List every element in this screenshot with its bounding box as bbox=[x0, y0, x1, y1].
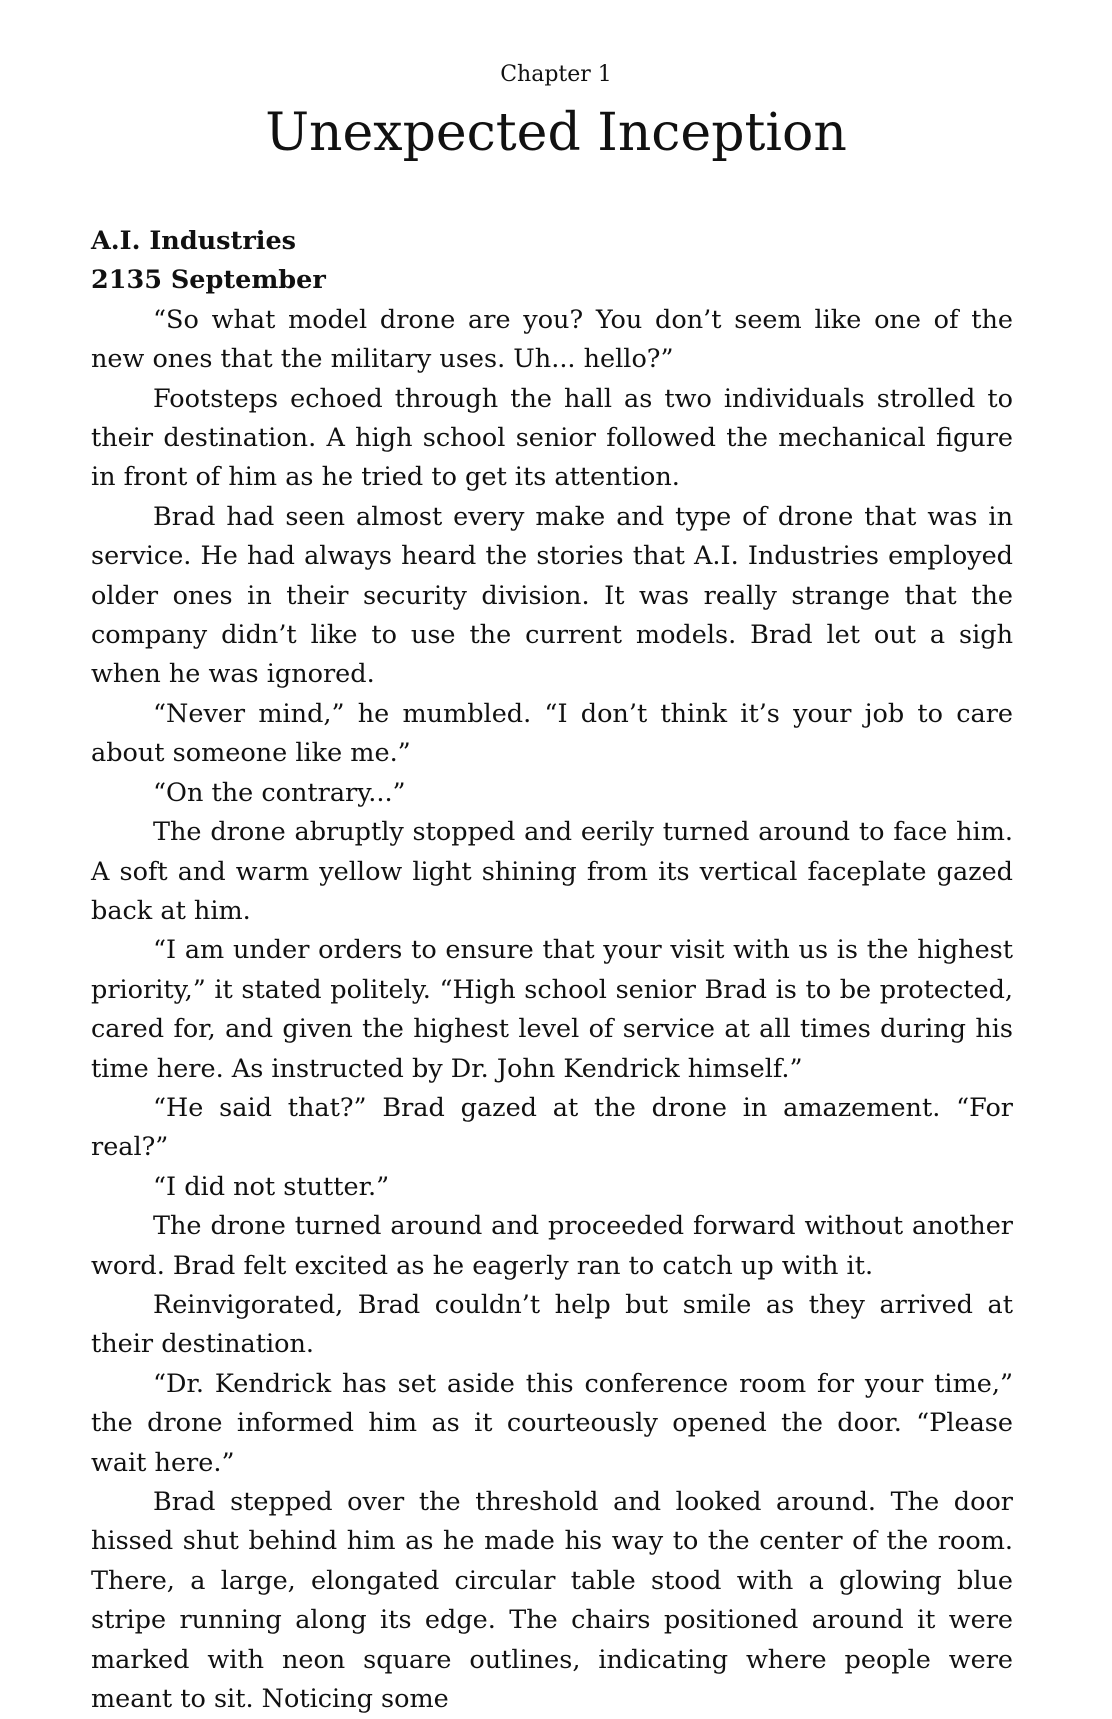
paragraph: “I did not stutter.” bbox=[153, 1171, 390, 1202]
paragraph: Footsteps echoed through the hall as two individuals strolled to their destination. A high school senior followed the mechanical figure in front of him as he tried to get its attention. bbox=[91, 383, 1013, 493]
scene-location: A.I. Industries bbox=[91, 226, 297, 256]
paragraph: “He said that?” Brad gazed at the drone in amazement. “For real?” bbox=[91, 1092, 1013, 1163]
paragraph: The drone turned around and proceeded forward without another word. Brad felt excited as he eagerly ran to catch up with it. bbox=[91, 1211, 1013, 1281]
paragraph: Reinvigorated, Brad couldn’t help but smile as they arrived at their destination. bbox=[91, 1289, 1013, 1360]
chapter-title: Unexpected Inception bbox=[265, 103, 847, 163]
paragraph: Brad stepped over the threshold and looked around. The door hissed shut behind him as he made his way to the center of the room. There, a large, elongated circular table stood with a glowing blue stripe running along its edge. The chairs positioned around it were marked with neon square outlines, indicating where people were meant to sit. Noticing some bbox=[91, 1487, 1013, 1715]
paragraph: “Never mind,” he mumbled. “I don’t think it’s your job to care about someone like me.” bbox=[91, 698, 1013, 769]
chapter-number: Chapter 1 bbox=[500, 62, 612, 87]
paragraph: Brad had seen almost every make and type of drone that was in service. He had always heard the stories that A.I. Industries employed older ones in their security division. It was really strange that the company didn’t like to use the current models. Brad let out a sigh when he was ignored. bbox=[91, 501, 1013, 690]
paragraph: “I am under orders to ensure that your visit with us is the highest priority,” it stated politely. “High school senior Brad is to be protected, cared for, and given the highest level of service at all times during his time here. As instructed by Dr. John Kendrick himself.” bbox=[91, 935, 1013, 1084]
paragraph: “Dr. Kendrick has set aside this conference room for your time,” the drone informed him as it courteously opened the door. “Please wait here.” bbox=[91, 1368, 1013, 1478]
paragraph: The drone abruptly stopped and eerily turned around to face him. A soft and warm yellow light shining from its vertical faceplate gazed back at him. bbox=[91, 817, 1013, 926]
paragraph: “So what model drone are you? You don’t seem like one of the new ones that the military uses. Uh... hello?” bbox=[91, 304, 1013, 375]
paragraph: “On the contrary...” bbox=[153, 777, 406, 808]
chapter-body bbox=[91, 222, 1013, 1719]
scene-date: 2135 September bbox=[91, 265, 326, 296]
